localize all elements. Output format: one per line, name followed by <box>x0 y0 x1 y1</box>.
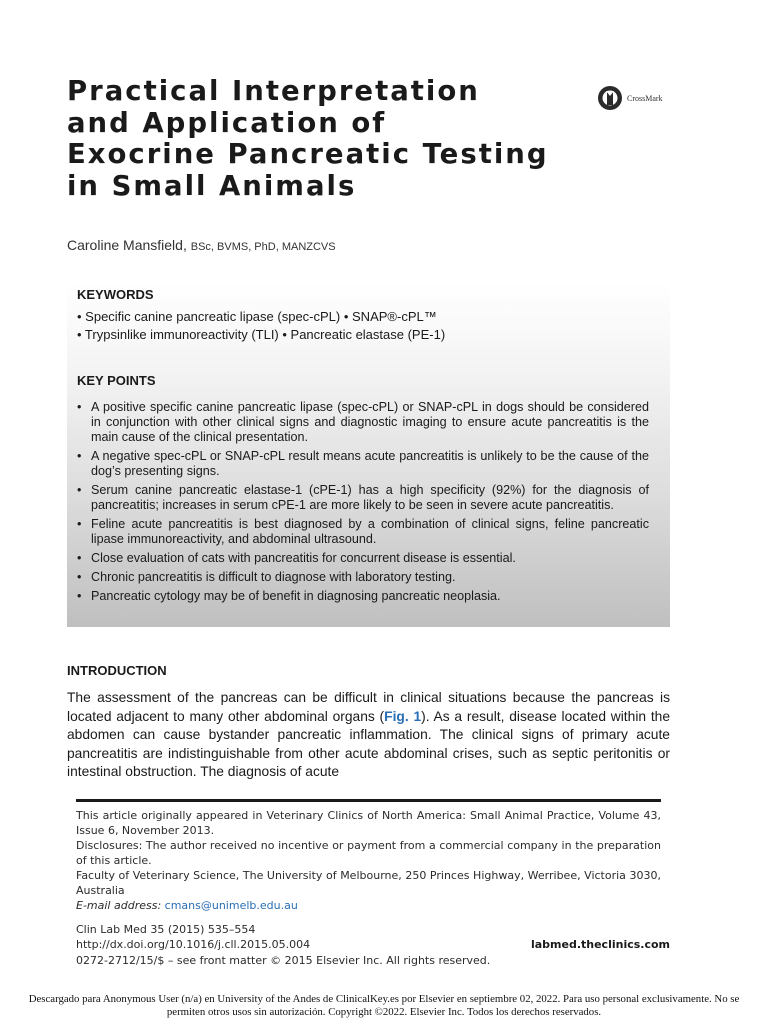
key-point: • A positive specific canine pancreatic lipase (spec-cPL) or SNAP-cPL in dogs should be considered in conjunction with other clinical signs and diagnostic imaging to ensure acute pancreatitis is the main cause of the clinical presentation. <box>77 400 649 445</box>
keywords-line: • Specific canine pancreatic lipase (spec-cPL) • SNAP®-cPL™ <box>77 309 437 324</box>
doi-link[interactable]: http://dx.doi.org/10.1016/j.cll.2015.05.004 <box>76 938 311 951</box>
footnote-origin: This article originally appeared in Veterinary Clinics of North America: Small Animal Practice, Volume 43, Issue 6, November 2013. <box>76 809 661 837</box>
intro-text: ). As a result, disease located within the abdomen can cause bystander pancreatic inflammation. The clinical signs of primary acute pancreatitis are indistinguishable from other acute abdominal crises, such as septic peritonitis or intestinal obstruction. The diagnosis of acute <box>67 708 670 779</box>
title-line: in Small Animals <box>67 169 357 202</box>
journal-site: labmed.theclinics.com <box>530 938 670 951</box>
author-line <box>67 237 336 253</box>
crossmark-badge[interactable] <box>597 84 697 112</box>
key-point: • Close evaluation of cats with pancreatitis for concurrent disease is essential. <box>77 551 649 566</box>
intro-text: The assessment of the pancreas can be difficult in clinical situations because the pancreas is located adjacent to many other abdominal organs ( <box>67 690 670 724</box>
key-point: • A negative spec-cPL or SNAP-cPL result means acute pancreatitis is unlikely to be the cause of the dog’s presenting signs. <box>77 449 649 479</box>
introduction-paragraph <box>67 689 670 782</box>
email-link[interactable]: cmans@unimelb.edu.au <box>164 899 298 912</box>
footnote-divider <box>76 799 661 802</box>
title-line: Practical Interpretation <box>67 75 480 107</box>
key-point: • Serum canine pancreatic elastase-1 (cPE-1) has a high specificity (92%) for the diagnosis of pancreatitis; increases in serum cPE-1 are more likely to be seen in severe acute pancreatitis. <box>77 483 649 513</box>
keywords-line: • Trypsinlike immunoreactivity (TLI) • Pancreatic elastase (PE-1) <box>77 327 446 342</box>
footnote-email <box>76 898 661 913</box>
author-name: Caroline Mansfield, <box>67 237 187 253</box>
figure-link[interactable]: Fig. 1 <box>384 708 422 724</box>
key-points-list <box>77 400 649 608</box>
journal-citation: Clin Lab Med 35 (2015) 535–554 <box>76 923 256 936</box>
footnote-affiliation: Faculty of Veterinary Science, The University of Melbourne, 250 Princes Highway, Werribee, Victoria 3030, Australia <box>76 869 661 897</box>
crossmark-label: CrossMark <box>627 93 663 103</box>
keywords-keypoints-box <box>67 282 670 627</box>
copyright-line: 0272-2712/15/$ – see front matter © 2015 Elsevier Inc. All rights reserved. <box>76 954 491 967</box>
email-label: E-mail address: <box>76 899 162 912</box>
key-point: • Chronic pancreatitis is difficult to diagnose with laboratory testing. <box>77 570 649 585</box>
introduction-heading: INTRODUCTION <box>67 663 167 678</box>
author-credentials: BSc, BVMS, PhD, MANZCVS <box>190 241 336 253</box>
article-title <box>67 76 587 202</box>
keywords-heading: KEYWORDS <box>77 287 154 302</box>
download-notice: Descargado para Anonymous User (n/a) en University of the Andes de ClinicalKey.es por Elsevier en septiembre 02, 2022. Para uso personal exclusivamente. No se permiten otros usos sin autorización. Copyright ©2022. Elsevier Inc. Todos los derechos reservados. <box>28 993 740 1018</box>
title-line: Exocrine Pancreatic Testing <box>67 138 549 170</box>
footnote-disclosures: Disclosures: The author received no incentive or payment from a commercial company in the preparation of this article. <box>76 839 661 867</box>
title-line: and Application of <box>67 106 387 139</box>
key-point: • Pancreatic cytology may be of benefit in diagnosing pancreatic neoplasia. <box>77 589 649 604</box>
key-points-heading: KEY POINTS <box>77 373 156 388</box>
key-point: • Feline acute pancreatitis is best diagnosed by a combination of clinical signs, feline pancreatic lipase immunoreactivity, and abdominal ultrasound. <box>77 517 649 547</box>
crossmark-icon <box>597 85 623 111</box>
